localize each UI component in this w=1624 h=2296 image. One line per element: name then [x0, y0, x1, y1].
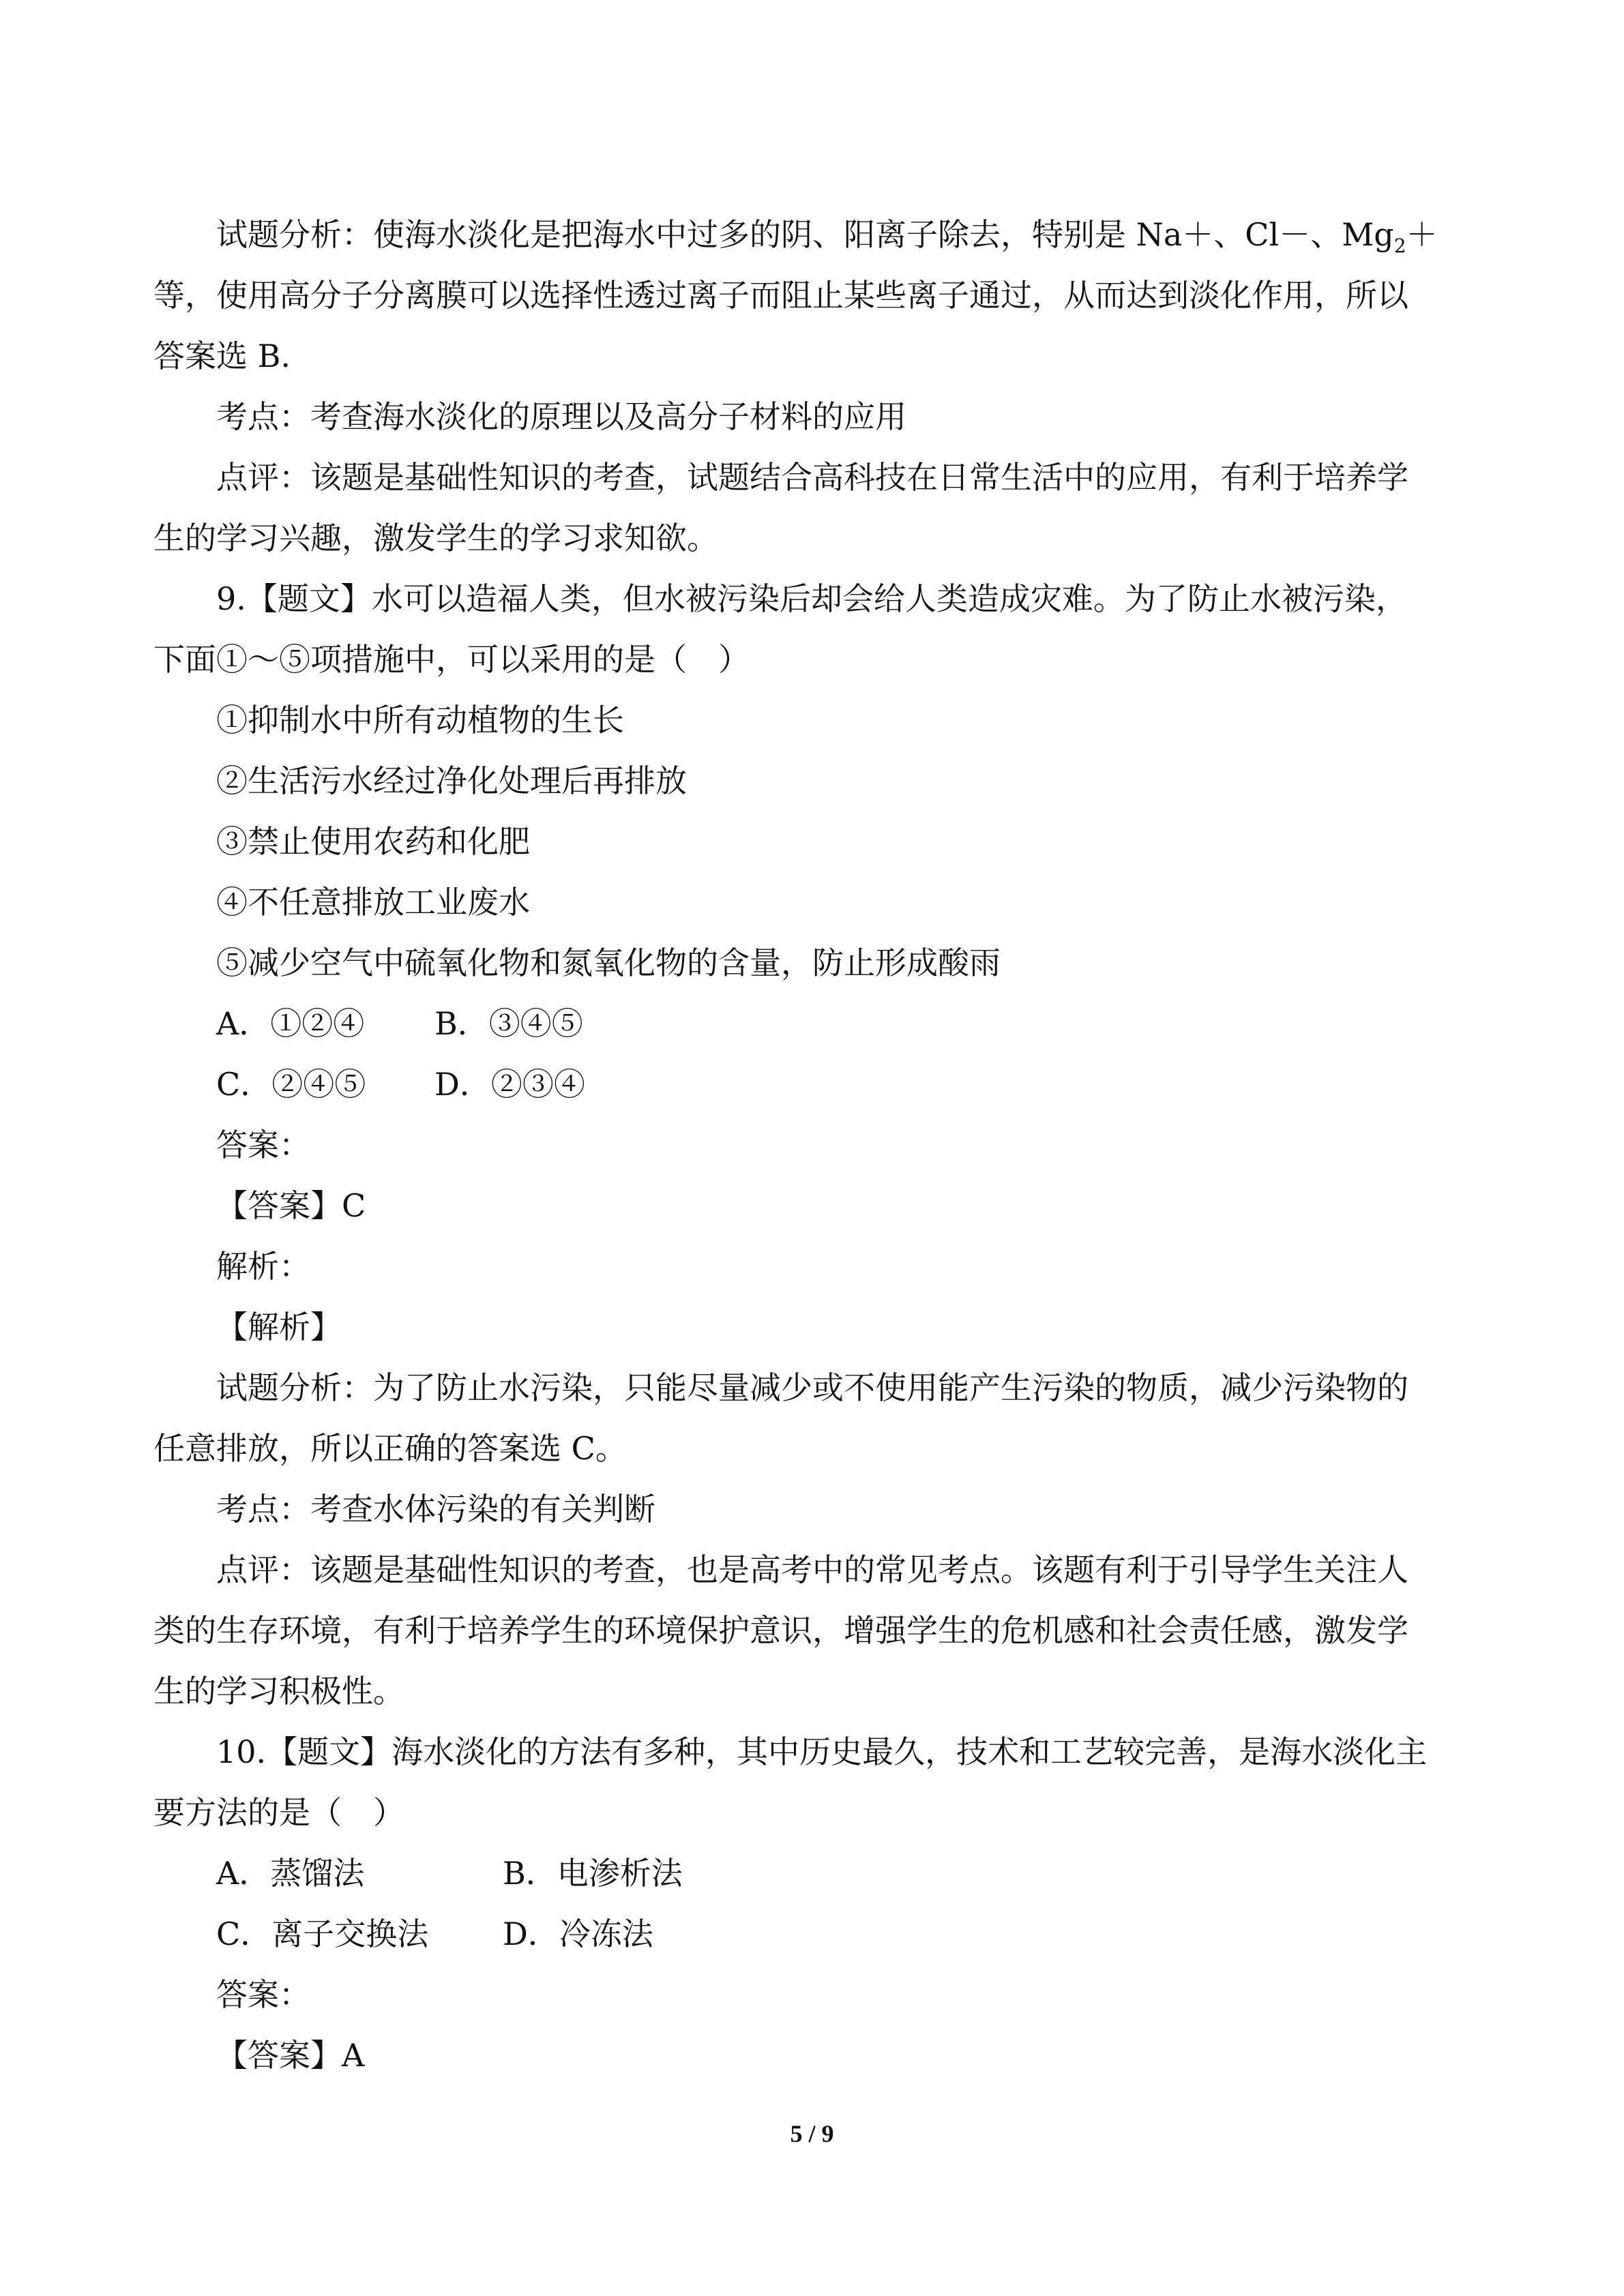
- q9-option-d: D．②③④: [434, 1066, 585, 1103]
- q9-comment-line-1: 点评：该题是基础性知识的考查，也是高考中的常见考点。该题有利于引导学生关注人: [216, 1551, 1408, 1588]
- q10-stem-line-1: 10.【题文】海水淡化的方法有多种，其中历史最久，技术和工艺较完善，是海水淡化主: [216, 1733, 1428, 1770]
- subscript: 2: [1393, 235, 1406, 258]
- q8-analysis-line-2: 等，使用高分子分离膜可以选择性透过离子而阻止某些离子通过，从而达到淡化作用，所以: [153, 277, 1408, 314]
- q9-stem-line-2: 下面①～⑤项措施中，可以采用的是（ ）: [153, 641, 750, 678]
- q8-comment-line-2: 生的学习兴趣，激发学生的学习求知欲。: [153, 520, 718, 556]
- q8-analysis-text-end: ＋: [1406, 216, 1438, 253]
- q9-item-5: ⑤减少空气中硫氧化物和氮氧化物的含量，防止形成酸雨: [216, 944, 1001, 981]
- q10-options-row-1: [153, 1843, 1470, 1904]
- q8-point: 考点：考查海水淡化的原理以及高分子材料的应用: [216, 398, 906, 435]
- q9-item-3: ③禁止使用农药和化肥: [216, 823, 530, 860]
- q10-answer: 【答案】A: [216, 2037, 365, 2074]
- q10-option-a: A．蒸馏法: [216, 1855, 365, 1892]
- q9-analysis-line-1: 试题分析：为了防止水污染，只能尽量减少或不使用能产生污染的物质，减少污染物的: [216, 1369, 1408, 1406]
- q9-options-row-1: [153, 994, 1470, 1054]
- q10-stem-line-2: 要方法的是（ ）: [153, 1794, 404, 1831]
- q9-option-c: C．②④⑤: [216, 1066, 366, 1103]
- q9-stem-line-1: 9.【题文】水可以造福人类，但水被污染后却会给人类造成灾难。为了防止水被污染，: [216, 580, 1407, 617]
- q9-analysis-line-2: 任意排放，所以正确的答案选 C。: [153, 1430, 627, 1467]
- q9-answer: 【答案】C: [216, 1187, 366, 1224]
- q8-analysis-line-1: [153, 205, 1470, 265]
- q9-analysis-label: 解析：: [216, 1248, 310, 1285]
- q10-option-c: C．离子交换法: [216, 1915, 429, 1952]
- q9-item-4: ④不任意排放工业废水: [216, 884, 530, 921]
- page-number: 5 / 9: [790, 2120, 834, 2147]
- q9-item-1: ①抑制水中所有动植物的生长: [216, 702, 624, 739]
- q10-option-d: D．冷冻法: [503, 1915, 653, 1952]
- q10-answer-label: 答案：: [216, 1976, 310, 2013]
- q8-analysis-line-3: 答案选 B.: [153, 338, 291, 374]
- q9-comment-line-3: 生的学习积极性。: [153, 1673, 404, 1710]
- q8-analysis-text: 试题分析：使海水淡化是把海水中过多的阴、阳离子除去，特别是 Na＋、Cl－、Mg: [216, 216, 1394, 253]
- q9-item-2: ②生活污水经过净化处理后再排放: [216, 762, 687, 799]
- q9-comment-line-2: 类的生存环境，有利于培养学生的环境保护意识，增强学生的危机感和社会责任感，激发学: [153, 1612, 1408, 1649]
- q9-options-row-2: [153, 1054, 1470, 1115]
- q9-option-a: A．①②④: [216, 1005, 365, 1042]
- q10-option-b: B．电渗析法: [503, 1855, 683, 1892]
- q9-analysis-head: 【解析】: [216, 1309, 342, 1345]
- q8-comment-line-1: 点评：该题是基础性知识的考查，试题结合高科技在日常生活中的应用，有利于培养学: [216, 459, 1408, 496]
- q9-point: 考点：考查水体污染的有关判断: [216, 1491, 655, 1527]
- q9-answer-label: 答案：: [216, 1127, 310, 1163]
- q10-options-row-2: [153, 1904, 1470, 1965]
- q9-option-b: B．③④⑤: [434, 1005, 583, 1042]
- document-body: [153, 205, 1470, 2086]
